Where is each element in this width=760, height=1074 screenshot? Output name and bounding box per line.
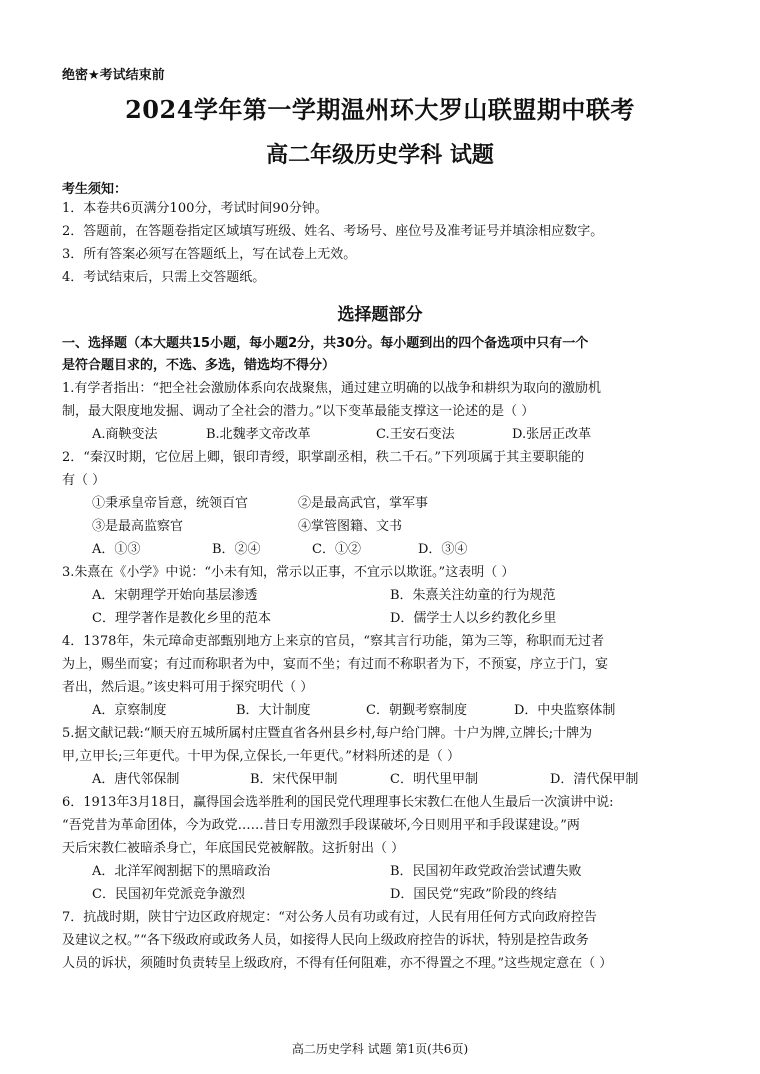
notice-item: 1．本卷共6页满分100分，考试时间90分钟。 [62,201,328,216]
question-6-text: 6．1913年3月18日，赢得国会选举胜利的国民党代理理事长宋教仁在他人生最后一次演讲中说: [62,795,614,810]
q1-option-d: D.张居正改革 [512,427,592,442]
q4-option-d: D．中央监察体制 [514,703,616,718]
exam-title: 2024学年第一学期温州环大罗山联盟期中联考 [125,95,635,124]
question-6-text: “吾党昔为革命团体，今为政党……昔日专用激烈手段谋破坏,今日则用平和手段谋建设。”两 [62,818,580,833]
q2-statement-2: ②是最高武官，掌军事 [298,496,429,511]
q2-statement-3: ③是最高监察官 [92,519,184,534]
question-2-text: 2．“秦汉时期，它位居上卿，银印青绶，职掌副丞相，秩二千石。”下列项属于其主要职能的 [62,450,585,465]
question-4-text: 者出，然后退。”该史料可用于探究明代（ ） [62,680,314,695]
question-3-text: 3.朱熹在《小学》中说：“小未有知，常示以正事，不宜示以欺诳。”这表明（ ） [62,565,515,580]
q4-option-a: A．京察制度 [92,703,167,718]
q3-option-b: B．朱熹关注幼童的行为规范 [390,588,556,603]
question-2-text: 有（ ） [62,473,106,488]
question-4-text: 为上，赐坐而宴；有过而称职者为中，宴而不坐；有过而不称职者为下，不预宴，序立于门，宴 [62,657,609,672]
q5-option-d: D．清代保甲制 [550,772,639,787]
question-1-text: 1.有学者指出：“把全社会激励体系向农战聚焦，通过建立明确的以战争和耕织为取向的激励机 [62,381,602,396]
question-5-text: 5.据文献记载:“顺天府五城所属村庄暨直省各州县乡村,每户给门牌。十户为牌,立牌长;十牌为 [62,726,593,741]
q2-option-d: D．③④ [418,542,468,557]
q1-option-a: A.商鞅变法 [92,427,158,442]
notice-item: 2．答题前，在答题卷指定区域填写班级、姓名、考场号、座位号及准考证号并填涂相应数字。 [62,224,604,239]
q2-statement-1: ①秉承皇帝旨意，统领百官 [92,496,249,511]
q1-option-c: C.王安石变法 [376,427,455,442]
q3-option-a: A．宋朝理学开始向基层渗透 [92,588,258,603]
question-7-text: 人员的诉状，须随时负责转呈上级政府，不得有任何阻难，亦不得置之不理。”这些规定意在（ ） [62,956,613,971]
section-instruction: 一、选择题（本大题共15小题，每小题2分，共30分。每小题到出的四个备选项中只有一个 [62,336,589,351]
q2-option-a: A．①③ [92,542,141,557]
q6-option-d: D．国民党“宪政”阶段的终结 [390,887,557,902]
question-6-text: 天后宋教仁被暗杀身亡，年底国民党被解散。这折射出（ ） [62,841,405,856]
notice-item: 4．考试结束后，只需上交答题纸。 [62,270,266,285]
question-7-text: 7．抗战时期，陕甘宁边区政府规定：“对公务人员有功或有过，人民有用任何方式向政府控告 [62,910,597,925]
question-1-text: 制，最大限度地发掘、调动了全社会的潜力。”以下变革最能支撑这一论述的是（ ） [62,404,535,419]
question-4-text: 4．1378年，朱元璋命吏部甄别地方上来京的官员，“察其言行功能，第为三等，称职而无过者 [62,634,605,649]
q5-option-b: B．宋代保甲制 [250,772,338,787]
q6-option-a: A．北洋军阀割据下的黑暗政治 [92,864,271,879]
notice-item: 3．所有答案必须写在答题纸上，写在试卷上无效。 [62,247,357,262]
q3-option-d: D．儒学士人以乡约教化乡里 [390,611,557,626]
section-instruction: 是符合题目求的，不选、多选，错选均不得分） [62,358,336,373]
q4-option-c: C．朝觐考察制度 [366,703,467,718]
q2-statement-4: ④掌管图籍、文书 [298,519,403,534]
notice-heading: 考生须知： [62,182,128,197]
page-footer: 高二历史学科 试题 第1页(共6页) [291,1042,469,1056]
q6-option-b: B．民国初年政党政治尝试遭失败 [390,864,582,879]
q5-option-a: A．唐代邻保制 [92,772,180,787]
q3-option-c: C．理学著作是教化乡里的范本 [92,611,271,626]
question-5-text: 甲,立甲长;三年更代。十甲为保,立保长,一年更代。”材料所述的是（ ） [62,749,461,764]
q5-option-c: C．明代里甲制 [390,772,478,787]
q2-option-b: B．②④ [212,542,261,557]
q6-option-c: C．民国初年党派竞争激烈 [92,887,245,902]
q2-option-c: C．①② [312,542,361,557]
q1-option-b: B.北魏孝文帝改革 [206,427,311,442]
section-title: 选择题部分 [337,305,423,325]
confidential-label: 绝密★考试结束前 [62,68,165,83]
exam-subtitle: 高二年级历史学科 试题 [266,142,494,168]
question-7-text: 及建议之权。”“各下级政府或政务人员，如接得人民向上级政府控告的诉状，特别是控告政务 [62,933,589,948]
q4-option-b: B．大计制度 [236,703,311,718]
